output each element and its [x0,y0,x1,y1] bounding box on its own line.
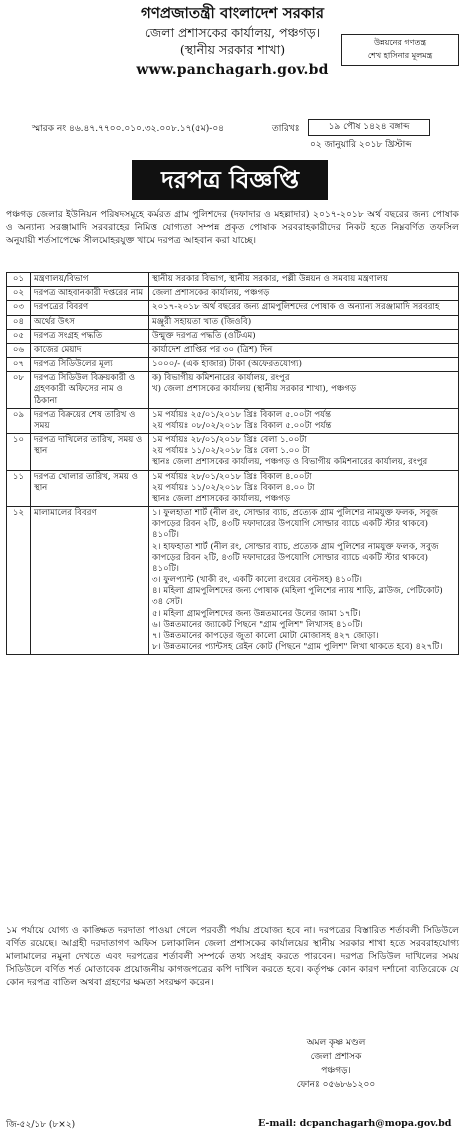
table-row [7,408,459,433]
row-serial: ১১ [7,470,31,507]
table-row [7,315,459,329]
table-row [7,301,459,315]
row-value-line: ২য় পর্যায়ঃ ১১/০২/২০১৮ খ্রিঃ বিকাল ৪.০০ টা [152,482,315,493]
row-label: কাজের মেয়াদ [31,343,149,357]
row-value-line: ১। ফুলহাতা শার্ট (নীল রং, সোল্ডার ব্যাচ, প্রত্যেক গ্রাম পুলিশের নামযুক্ত ফলক, সবুজ কাপড়ের রিবন ২টি, ৪৩টি দফাদারের উপযোগি সোল্ডার ব্যাচে একটি স্টার থাকবে) ৪১০টি। [152,508,438,541]
row-label: দরপত্র খোলার তারিখ, সময় ও স্থান [31,470,149,507]
row-serial: ০৮ [7,372,31,409]
row-label: মালামালের বিবরণ [31,507,149,655]
row-serial: ১২ [7,507,31,655]
row-value-line: জেলা প্রশাসকের কার্যালয়, পঞ্চগড় [152,288,270,299]
row-label: দরপত্র সিডিউলের মূল্য [31,358,149,372]
row-value-line: কার্যাদেশ প্রাপ্তির পর ৩০ (ত্রিশ) দিন [152,344,273,355]
row-value-line: ২য় পর্যায়ঃ ০৮/০২/২০১৮ খ্রিঃ বিকাল ৫.০০টা পর্যন্ত [152,420,332,431]
row-value-line: ৭। উন্নতমানের কাপড়ের জুতা কালো মোটা মোজাসহ ৪২৭ জোড়া। [152,630,379,641]
row-label: দরপত্র আহবানকারী দপ্তরের নাম [31,287,149,301]
row-value-line: ১০০০/- (এক হাজার) টাকা (অফেরতযোগ্য) [152,359,302,370]
row-value [149,301,459,315]
signatory-name: অমল কৃষ্ণ মণ্ডল [306,1038,366,1048]
row-serial: ০১ [7,273,31,287]
row-value [149,343,459,357]
intro-paragraph: পঞ্চগড় জেলার ইউনিয়ন পরিষদসমূহে কর্মরত গ্রাম পুলিশদের (দফাদার ও মহল্লাদার) ২০১৭-২০১৮ অর্থ বছরের জন্য পোষাক ও অন্যান্য সরঞ্জামাদি সরবরাহের নিমিত্ত যোগ্যতা সম্পন্ন প্রকৃত পোষাক সরবরাহকারীদের নিকট হতে নিম্নবর্ণিত তফসিল অনুযায়ী শর্তসাপেক্ষে সীলমোহরযুক্ত খামে দরপত্র আহবান করা যাচ্ছে। [6,209,459,247]
row-value-line: ১ম পর্যায়ঃ ২৮/০১/২০১৮ খ্রিঃ বিকাল ৪.০০টা [152,471,312,482]
row-value-line: ৮। উন্নতমানের প্যান্টসহ রেইন কোট (পিছনে "গ্রাম পুলিশ" লিখা থাকতে হবে) ৪২৭টি। [152,642,443,653]
table-row [7,434,459,471]
tender-schedule-table [6,272,459,655]
row-value [149,434,459,471]
motto-line-2: শেখ হাসিনার মূলমন্ত্র [367,50,433,60]
table-row [7,287,459,301]
publication-memo: জি-৫২/১৮ (৮×২) [6,1120,76,1130]
row-serial: ০৬ [7,343,31,357]
date-label: তারিখঃ [272,124,300,134]
row-label: মন্ত্রণালয়/বিভাগ [31,273,149,287]
row-value-line: স্থানঃ জেলা প্রশাসকের কার্যালয়, পঞ্চগড় ও বিভাগীয় কমিশনারের কার্যালয়, রংপুর [152,457,428,468]
table-row [7,358,459,372]
office-name: জেলা প্রশাসকের কার্যালয়, পঞ্চগড়। [144,24,321,40]
row-value-line: ক) বিভাগীয় কমিশনারের কার্যালয়, রংপুর [152,373,290,384]
row-value-line: মঞ্জুরী সহায়তা খাত (জিওবি) [152,316,252,327]
signatory-location: পঞ্চগড়। [321,1065,351,1076]
row-value-line: ৬। উন্নতমানের জ্যাকেট পিছনে "গ্রাম পুলিশ" লিখাসহ ৪১০টি। [152,619,363,630]
contact-email[interactable]: E-mail: dcpanchagarh@mopa.gov.bd [258,1118,452,1129]
row-serial: ০৩ [7,301,31,315]
row-label: দরপত্র বিক্রয়ের শেষ তারিখ ও সময় [31,408,149,433]
row-value-line: ১ম পর্যায়ঃ ২৫/০১/২০১৮ খ্রিঃ বিকাল ৫.০০টা পর্যন্ত [152,409,332,420]
row-value [149,372,459,409]
row-value-line: খ) জেলা প্রশাসকের কার্যালয় (স্থানীয় সরকার শাখা), পঞ্চগড় [152,384,357,395]
row-value [149,507,459,655]
row-value-line: ২। হাফহাতা শার্ট (নীল রং, সোল্ডার ব্যাচ, প্রত্যেক গ্রাম পুলিশের নামযুক্ত ফলক, সবুজ কাপড়ের রিবন ২টি, ৪৩টি দফাদারের উপযোগি সোল্ডার ব্যাচে একটি স্টার থাকবে) ৪১০টি। [152,541,439,574]
row-label: অর্থের উৎস [31,315,149,329]
row-value-line: ৩। ফুলপ্যান্ট (খাকী রং, একটি কালো রংয়ের বেল্টসহ) ৪১০টি। [152,575,363,586]
signatory-designation: জেলা প্রশাসক [310,1051,362,1062]
motto-line-1: উন্নয়নের গণতন্ত্র [373,38,427,47]
website-url[interactable]: www.panchagarh.gov.bd [136,62,329,78]
row-serial: ০৫ [7,329,31,343]
table-row [7,507,459,655]
table-row [7,273,459,287]
signature-block [246,1037,426,1093]
terms-paragraph: ১ম পর্যায়ে যোগ্য ও কাঙ্ক্ষিত দরদাতা পাওয়া গেলে পরবর্তী পর্যায় প্রযোজ্য হবে না। দরপত্রের বিস্তারিত শর্তাবলী সিডিউলে বর্ণিত রয়েছে। আগ্রহী দরদাতাগণ অফিস চলাকালিন জেলা প্রশাসকের কার্যালয়ের স্থানীয় সরকার শাখা হতে সরবরাহযোগ্য মালামালের নমুনা দেখতে এবং দরপত্রের শর্তাবলী সম্পর্কে তথ্য সংগ্রহ করতে পারবেন। দরপত্র সিডিউল দাখিলের সময় সিডিউলে বর্ণিত শর্ত মোতাবেক প্রয়োজনীয় কাগজপত্রের কপি দাখিল করতে হবে। কর্তৃপক্ষ কোন কারণ দর্শানো ব্যতিরেকে যে কোন দরপত্র বাতিল অথবা গ্রহণের ক্ষমতা সংরক্ষণ করেন। [6,925,459,989]
table-row [7,329,459,343]
row-serial: ০৭ [7,358,31,372]
row-serial: ০৪ [7,315,31,329]
signatory-phone: ফোনঃ ০৫৬৮৬১২০০ [296,1079,376,1090]
row-value-line: ৫। মহিলা গ্রামপুলিশদের জন্য উন্নতমানের উলের জামা ১৭টি। [152,608,361,619]
row-value [149,408,459,433]
row-value [149,287,459,301]
row-serial: ০৯ [7,408,31,433]
row-value [149,273,459,287]
table-row [7,470,459,507]
row-value-line: ৪। মহিলা গ্রামপুলিশদের জন্য পোষাক (মহিলা পুলিশের ন্যায় শাড়ি, ব্লাউজ, পেটিকোট) ৩৪ সেট। [152,586,443,608]
row-value-line: ২য় পর্যায়ঃ ১১/০২/২০১৮ খ্রিঃ বেলা ১.০০ টা [152,446,310,457]
memo-reference: স্মারক নং ৪৬.৪৭.৭৭০০.০১০.৩২.০০৮.১৭(৫ম)-০৪ [32,124,225,134]
date-gregorian: ০২ জানুয়ারি ২০১৮ খ্রিস্টাব্দ [310,140,412,150]
table-row [7,372,459,409]
row-value-line: স্থানীয় সরকার বিভাগ, স্থানীয় সরকার, পল্লী উন্নয়ন ও সমবায় মন্ত্রণালয় [152,274,388,284]
row-label: দরপত্র সিডিউল বিক্রয়কারী ও গ্রহণকারী অফিসের নাম ও ঠিকানা [31,372,149,409]
row-label: দরপত্র দাখিলের তারিখ, সময় ও স্থান [31,434,149,471]
row-label: দরপত্র সংগ্রহ পদ্ধতি [31,329,149,343]
motto-box [341,34,459,66]
branch-name: (স্থানীয় সরকার শাখা) [179,42,286,58]
row-serial: ১০ [7,434,31,471]
government-title: গণপ্রজাতন্ত্রী বাংলাদেশ সরকার [141,4,324,22]
date-bangla: ১৯ পৌষ ১৪২৪ বঙ্গাব্দ [308,119,430,136]
row-label: দরপত্রের বিবরণ [31,301,149,315]
row-value-line: ২০১৭-২০১৮ অর্থ বছরের জন্য গ্রামপুলিশদের পোষাক ও অন্যান্য সরঞ্জামাদি সরবরাহ [152,302,440,313]
row-value-line: স্থানঃ জেলা প্রশাসকের কার্যালয়, পঞ্চগড় [152,493,291,504]
row-value [149,329,459,343]
row-value-line: ১ম পর্যায়ঃ ২৮/০১/২০১৮ খ্রিঃ বেলা ১.০০টা [152,435,307,446]
row-value [149,315,459,329]
row-value [149,358,459,372]
row-value-line: উন্মুক্ত দরপত্র পদ্ধতি (ওটিএম) [152,330,256,341]
row-value [149,470,459,507]
tender-notice-banner: দরপত্র বিজ্ঞপ্তি [132,160,328,200]
table-row [7,343,459,357]
row-serial: ০২ [7,287,31,301]
